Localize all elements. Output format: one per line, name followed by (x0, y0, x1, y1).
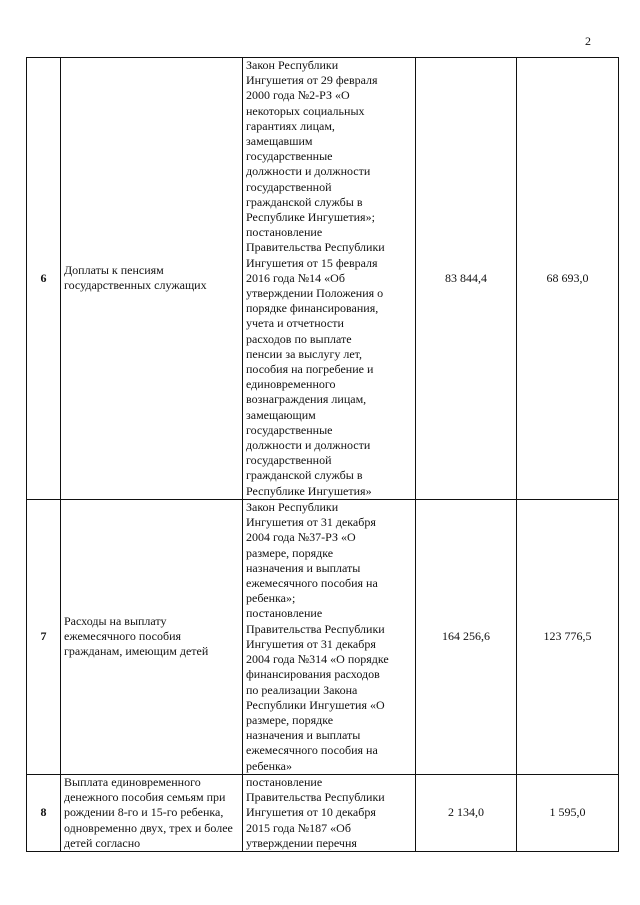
amount-1: 2 134,0 (416, 774, 517, 851)
expense-name: Доплаты к пенсиям государственных служащих (61, 58, 243, 500)
amount-2: 123 776,5 (517, 499, 619, 774)
table-row (27, 774, 619, 851)
row-number: 7 (27, 499, 61, 774)
legal-basis: постановление Правительства Республики Ингушетия от 10 декабря 2015 года №187 «Об утверждении перечня (243, 774, 416, 851)
expense-name: Выплата единовременного денежного пособия семьям при рождении 8-го и 15-го ребенка, одновременно двух, трех и более детей согласно (61, 774, 243, 851)
legal-basis: Закон Республики Ингушетия от 29 февраля 2000 года №2-РЗ «О некоторых социальных гарантиях лицам, замещавшим государственные должности и должности государственной гражданской службы в Республике Ингушетия»; постановление Правительства Республики Ингушетия от 15 февраля 2016 года №14 «Об утверждении Положения о порядке финансирования, учета и отчетности расходов по выплате пенсии за выслугу лет, пособия на погребение и единовременного вознаграждения лицам, замещающим государственные должности и должности государственной гражданской службы в Республике Ингушетия» (243, 58, 416, 500)
expense-name: Расходы на выплату ежемесячного пособия гражданам, имеющим детей (61, 499, 243, 774)
row-number: 8 (27, 774, 61, 851)
page-number: 2 (585, 34, 591, 48)
table-row (27, 58, 619, 500)
amount-1: 83 844,4 (416, 58, 517, 500)
amount-2: 68 693,0 (517, 58, 619, 500)
amount-2: 1 595,0 (517, 774, 619, 851)
legal-basis: Закон Республики Ингушетия от 31 декабря 2004 года №37-РЗ «О размере, порядке назначения и выплаты ежемесячного пособия на ребенка»; постановление Правительства Республики Ингушетия от 31 декабря 2004 года №314 «О порядке финансирования расходов по реализации Закона Республики Ингушетия «О размере, порядке назначения и выплаты ежемесячного пособия на ребенка» (243, 499, 416, 774)
table-row (27, 499, 619, 774)
row-number: 6 (27, 58, 61, 500)
amount-1: 164 256,6 (416, 499, 517, 774)
budget-table (26, 57, 619, 852)
